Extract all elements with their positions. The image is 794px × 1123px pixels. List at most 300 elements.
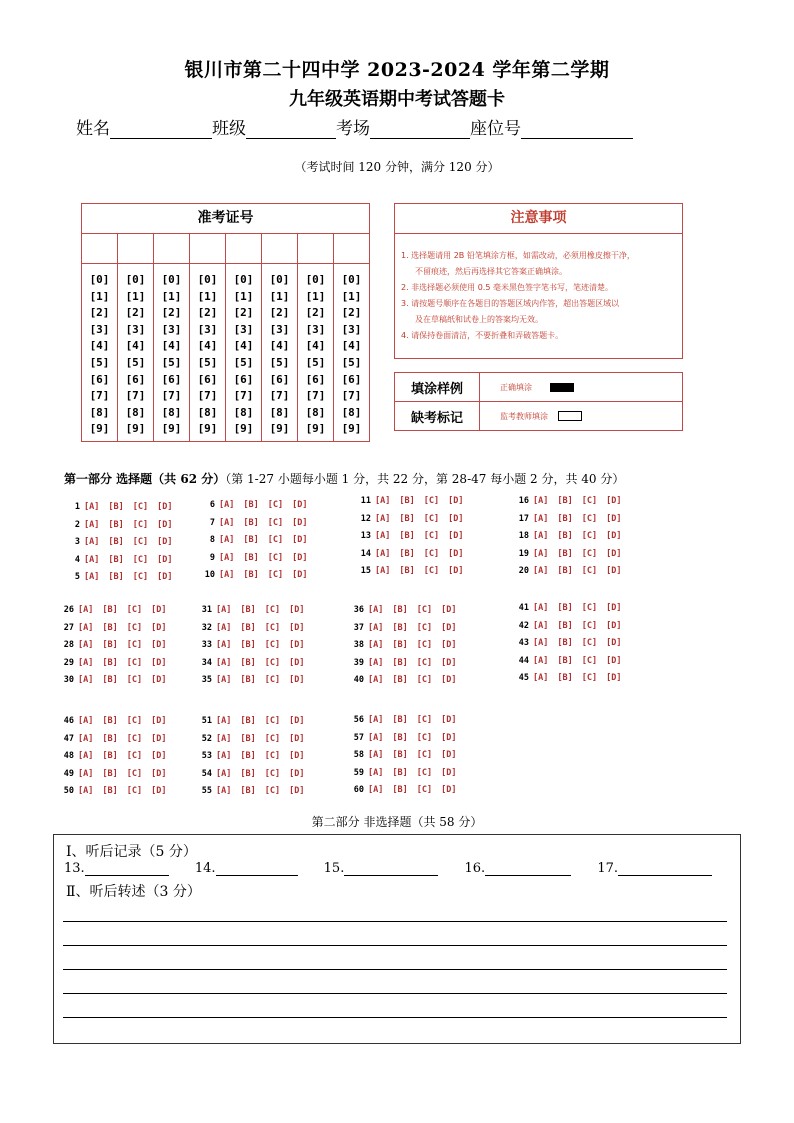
answer-bubble[interactable]: [A] — [216, 675, 232, 686]
answer-bubble[interactable]: [A] — [375, 566, 391, 577]
exam-id-write-cell[interactable] — [298, 234, 333, 264]
answer-bubble[interactable]: [A] — [84, 502, 100, 512]
exam-id-bubble[interactable]: [5] — [89, 355, 110, 369]
answer-bubble[interactable]: [C] — [264, 605, 281, 615]
exam-id-bubble[interactable]: [1] — [233, 289, 254, 303]
answer-bubble[interactable]: [D] — [448, 566, 464, 577]
answer-bubble[interactable]: [D] — [606, 655, 622, 666]
exam-id-bubble[interactable]: [6] — [197, 372, 218, 386]
answer-bubble[interactable]: [A] — [533, 673, 549, 684]
writing-line[interactable] — [63, 969, 727, 970]
answer-bubble[interactable]: [A] — [219, 552, 235, 563]
answer-bubble[interactable]: [C] — [267, 500, 284, 510]
answer-bubble[interactable]: [D] — [606, 513, 622, 524]
exam-id-bubble[interactable]: [6] — [269, 372, 290, 386]
answer-bubble[interactable]: [D] — [289, 675, 305, 686]
answer-bubble[interactable]: [B] — [392, 675, 408, 686]
exam-id-bubble[interactable]: [0] — [161, 273, 182, 286]
exam-id-bubble[interactable]: [0] — [89, 273, 110, 286]
answer-bubble[interactable]: [D] — [606, 638, 622, 649]
answer-bubble[interactable]: [B] — [102, 675, 118, 686]
answer-bubble[interactable]: [A] — [216, 716, 232, 726]
answer-bubble[interactable]: [A] — [368, 657, 384, 668]
room-blank[interactable] — [370, 121, 470, 139]
answer-bubble[interactable]: [A] — [219, 500, 235, 510]
answer-bubble[interactable]: [B] — [243, 535, 259, 546]
answer-bubble[interactable]: [D] — [289, 716, 305, 726]
answer-bubble[interactable]: [C] — [264, 675, 281, 686]
exam-id-bubble[interactable]: [4] — [125, 339, 146, 353]
answer-bubble[interactable]: [B] — [240, 675, 256, 686]
answer-bubble[interactable]: [A] — [368, 622, 384, 633]
exam-id-bubble[interactable]: [2] — [233, 306, 254, 320]
answer-bubble[interactable]: [B] — [557, 548, 573, 559]
exam-id-bubble[interactable]: [9] — [89, 422, 110, 436]
answer-bubble[interactable]: [D] — [151, 605, 167, 615]
answer-bubble[interactable]: [A] — [84, 572, 100, 583]
answer-bubble[interactable]: [C] — [581, 548, 598, 559]
exam-id-bubble[interactable]: [5] — [341, 355, 362, 369]
answer-bubble[interactable]: [B] — [557, 513, 573, 524]
answer-bubble[interactable]: [D] — [606, 566, 622, 577]
answer-bubble[interactable]: [C] — [416, 785, 433, 796]
answer-bubble[interactable]: [B] — [240, 657, 256, 668]
answer-bubble[interactable]: [D] — [157, 502, 173, 512]
answer-bubble[interactable]: [A] — [216, 622, 232, 633]
answer-bubble[interactable]: [A] — [78, 768, 94, 779]
answer-bubble[interactable]: [D] — [157, 554, 173, 565]
answer-bubble[interactable]: [C] — [264, 622, 281, 633]
answer-bubble[interactable]: [D] — [289, 657, 305, 668]
answer-bubble[interactable]: [B] — [240, 733, 256, 744]
answer-bubble[interactable]: [B] — [240, 622, 256, 633]
exam-id-bubble[interactable]: [9] — [269, 422, 290, 436]
exam-id-bubble[interactable]: [0] — [197, 273, 218, 286]
answer-bubble[interactable]: [D] — [606, 496, 622, 506]
exam-id-bubble[interactable]: [0] — [341, 273, 362, 286]
answer-bubble[interactable]: [C] — [423, 531, 440, 542]
answer-bubble[interactable]: [D] — [289, 605, 305, 615]
answer-bubble[interactable]: [C] — [416, 750, 433, 761]
answer-bubble[interactable]: [D] — [157, 537, 173, 548]
exam-id-write-cell[interactable] — [226, 234, 261, 264]
answer-bubble[interactable]: [A] — [78, 786, 94, 797]
exam-id-bubble[interactable]: [8] — [197, 405, 218, 419]
answer-bubble[interactable]: [B] — [102, 786, 118, 797]
answer-bubble[interactable]: [C] — [126, 786, 143, 797]
exam-id-bubble[interactable]: [8] — [305, 405, 326, 419]
exam-id-bubble[interactable]: [1] — [305, 289, 326, 303]
answer-bubble[interactable]: [C] — [416, 767, 433, 778]
answer-bubble[interactable]: [B] — [240, 751, 256, 762]
answer-bubble[interactable]: [B] — [108, 519, 124, 530]
answer-bubble[interactable]: [D] — [289, 733, 305, 744]
exam-id-bubble[interactable]: [8] — [233, 405, 254, 419]
answer-bubble[interactable]: [D] — [157, 519, 173, 530]
answer-bubble[interactable]: [A] — [533, 638, 549, 649]
exam-id-bubble[interactable]: [4] — [305, 339, 326, 353]
answer-bubble[interactable]: [C] — [423, 548, 440, 559]
exam-id-bubble[interactable]: [6] — [89, 372, 110, 386]
item-13-blank[interactable] — [85, 861, 169, 876]
exam-id-bubble[interactable]: [1] — [161, 289, 182, 303]
answer-bubble[interactable]: [C] — [267, 535, 284, 546]
answer-bubble[interactable]: [B] — [102, 657, 118, 668]
answer-bubble[interactable]: [B] — [392, 640, 408, 651]
exam-id-bubble[interactable]: [7] — [197, 389, 218, 403]
answer-bubble[interactable]: [A] — [78, 675, 94, 686]
answer-bubble[interactable]: [B] — [392, 622, 408, 633]
answer-bubble[interactable]: [A] — [533, 531, 549, 542]
answer-bubble[interactable]: [B] — [102, 768, 118, 779]
answer-bubble[interactable]: [B] — [392, 605, 408, 615]
exam-id-bubble[interactable]: [4] — [89, 339, 110, 353]
answer-bubble[interactable]: [D] — [151, 716, 167, 726]
answer-bubble[interactable]: [C] — [581, 638, 598, 649]
writing-line[interactable] — [63, 921, 727, 922]
answer-bubble[interactable]: [C] — [267, 552, 284, 563]
exam-id-bubble[interactable]: [5] — [233, 355, 254, 369]
answer-bubble[interactable]: [C] — [126, 768, 143, 779]
answer-bubble[interactable]: [A] — [368, 732, 384, 743]
exam-id-write-cell[interactable] — [262, 234, 297, 264]
answer-bubble[interactable]: [A] — [216, 640, 232, 651]
answer-bubble[interactable]: [B] — [243, 552, 259, 563]
answer-bubble[interactable]: [D] — [606, 548, 622, 559]
answer-bubble[interactable]: [B] — [392, 785, 408, 796]
answer-bubble[interactable]: [B] — [557, 638, 573, 649]
answer-bubble[interactable]: [C] — [423, 496, 440, 506]
answer-bubble[interactable]: [A] — [368, 675, 384, 686]
answer-bubble[interactable]: [C] — [126, 751, 143, 762]
answer-bubble[interactable]: [B] — [392, 750, 408, 761]
exam-id-bubble[interactable]: [3] — [341, 322, 362, 336]
exam-id-bubble[interactable]: [6] — [161, 372, 182, 386]
answer-bubble[interactable]: [C] — [132, 537, 149, 548]
answer-bubble[interactable]: [D] — [441, 767, 457, 778]
answer-bubble[interactable]: [A] — [78, 657, 94, 668]
exam-id-bubble[interactable]: [5] — [161, 355, 182, 369]
answer-bubble[interactable]: [D] — [292, 535, 308, 546]
answer-bubble[interactable]: [C] — [267, 570, 284, 581]
answer-bubble[interactable]: [C] — [132, 502, 149, 512]
answer-bubble[interactable]: [B] — [399, 531, 415, 542]
answer-bubble[interactable]: [C] — [264, 657, 281, 668]
answer-bubble[interactable]: [D] — [606, 673, 622, 684]
answer-bubble[interactable]: [B] — [240, 786, 256, 797]
answer-bubble[interactable]: [A] — [216, 786, 232, 797]
exam-id-bubble[interactable]: [4] — [197, 339, 218, 353]
exam-id-bubble[interactable]: [8] — [89, 405, 110, 419]
answer-bubble[interactable]: [A] — [78, 605, 94, 615]
exam-id-bubble[interactable]: [0] — [233, 273, 254, 286]
answer-bubble[interactable]: [B] — [240, 768, 256, 779]
answer-bubble[interactable]: [A] — [375, 548, 391, 559]
answer-bubble[interactable]: [B] — [557, 603, 573, 613]
exam-id-bubble[interactable]: [5] — [197, 355, 218, 369]
exam-id-bubble[interactable]: [2] — [341, 306, 362, 320]
answer-bubble[interactable]: [D] — [151, 733, 167, 744]
answer-bubble[interactable]: [A] — [533, 496, 549, 506]
answer-bubble[interactable]: [A] — [219, 570, 235, 581]
answer-bubble[interactable]: [D] — [151, 675, 167, 686]
answer-bubble[interactable]: [A] — [533, 620, 549, 631]
answer-bubble[interactable]: [B] — [240, 716, 256, 726]
answer-bubble[interactable]: [B] — [243, 570, 259, 581]
exam-id-bubble[interactable]: [2] — [197, 306, 218, 320]
answer-bubble[interactable]: [A] — [375, 513, 391, 524]
exam-id-bubble[interactable]: [7] — [305, 389, 326, 403]
answer-bubble[interactable]: [C] — [264, 640, 281, 651]
answer-bubble[interactable]: [A] — [219, 535, 235, 546]
answer-bubble[interactable]: [D] — [151, 768, 167, 779]
exam-id-bubble[interactable]: [1] — [125, 289, 146, 303]
answer-bubble[interactable]: [B] — [399, 496, 415, 506]
answer-bubble[interactable]: [B] — [240, 605, 256, 615]
exam-id-bubble[interactable]: [7] — [161, 389, 182, 403]
answer-bubble[interactable]: [A] — [368, 605, 384, 615]
answer-bubble[interactable]: [A] — [84, 554, 100, 565]
answer-bubble[interactable]: [C] — [132, 519, 149, 530]
answer-bubble[interactable]: [A] — [368, 767, 384, 778]
exam-id-bubble[interactable]: [3] — [305, 322, 326, 336]
exam-id-bubble[interactable]: [0] — [305, 273, 326, 286]
answer-bubble[interactable]: [A] — [216, 751, 232, 762]
answer-bubble[interactable]: [C] — [264, 751, 281, 762]
answer-bubble[interactable]: [B] — [557, 496, 573, 506]
exam-id-write-cell[interactable] — [190, 234, 225, 264]
answer-bubble[interactable]: [C] — [416, 732, 433, 743]
answer-bubble[interactable]: [A] — [533, 548, 549, 559]
answer-bubble[interactable]: [C] — [581, 673, 598, 684]
name-blank[interactable] — [110, 121, 212, 139]
exam-id-bubble[interactable]: [6] — [305, 372, 326, 386]
answer-bubble[interactable]: [C] — [132, 572, 149, 583]
answer-bubble[interactable]: [C] — [581, 655, 598, 666]
answer-bubble[interactable]: [B] — [557, 673, 573, 684]
answer-bubble[interactable]: [C] — [126, 605, 143, 615]
answer-bubble[interactable]: [A] — [216, 733, 232, 744]
answer-bubble[interactable]: [A] — [78, 733, 94, 744]
answer-bubble[interactable]: [B] — [102, 622, 118, 633]
answer-bubble[interactable]: [C] — [581, 603, 598, 613]
answer-bubble[interactable]: [A] — [78, 751, 94, 762]
exam-id-bubble[interactable]: [0] — [269, 273, 290, 286]
answer-bubble[interactable]: [D] — [441, 622, 457, 633]
exam-id-write-cell[interactable] — [154, 234, 189, 264]
answer-bubble[interactable]: [C] — [581, 531, 598, 542]
answer-bubble[interactable]: [B] — [392, 715, 408, 725]
answer-bubble[interactable]: [A] — [84, 519, 100, 530]
answer-bubble[interactable]: [B] — [108, 502, 124, 512]
exam-id-write-cell[interactable] — [118, 234, 153, 264]
answer-bubble[interactable]: [D] — [448, 548, 464, 559]
exam-id-bubble[interactable]: [9] — [341, 422, 362, 436]
exam-id-bubble[interactable]: [3] — [161, 322, 182, 336]
answer-bubble[interactable]: [C] — [416, 657, 433, 668]
answer-bubble[interactable]: [C] — [267, 517, 284, 528]
exam-id-bubble[interactable]: [7] — [233, 389, 254, 403]
answer-bubble[interactable]: [A] — [375, 496, 391, 506]
exam-id-bubble[interactable]: [0] — [125, 273, 146, 286]
exam-id-bubble[interactable]: [3] — [89, 322, 110, 336]
exam-id-bubble[interactable]: [1] — [269, 289, 290, 303]
answer-bubble[interactable]: [D] — [441, 657, 457, 668]
answer-bubble[interactable]: [D] — [292, 500, 308, 510]
writing-line[interactable] — [63, 993, 727, 994]
answer-bubble[interactable]: [B] — [399, 513, 415, 524]
answer-bubble[interactable]: [B] — [557, 566, 573, 577]
exam-id-bubble[interactable]: [8] — [341, 405, 362, 419]
answer-bubble[interactable]: [C] — [423, 513, 440, 524]
exam-id-bubble[interactable]: [3] — [269, 322, 290, 336]
answer-bubble[interactable]: [B] — [557, 531, 573, 542]
answer-bubble[interactable]: [C] — [416, 715, 433, 725]
answer-bubble[interactable]: [A] — [375, 531, 391, 542]
answer-bubble[interactable]: [C] — [416, 622, 433, 633]
exam-id-bubble[interactable]: [4] — [341, 339, 362, 353]
answer-bubble[interactable]: [C] — [423, 566, 440, 577]
answer-bubble[interactable]: [A] — [368, 715, 384, 725]
item-15-blank[interactable] — [344, 861, 438, 876]
answer-bubble[interactable]: [B] — [102, 640, 118, 651]
exam-id-bubble[interactable]: [6] — [341, 372, 362, 386]
answer-bubble[interactable]: [B] — [399, 566, 415, 577]
exam-id-bubble[interactable]: [1] — [197, 289, 218, 303]
answer-bubble[interactable]: [A] — [216, 657, 232, 668]
answer-bubble[interactable]: [D] — [289, 751, 305, 762]
answer-bubble[interactable]: [D] — [606, 603, 622, 613]
exam-id-bubble[interactable]: [7] — [341, 389, 362, 403]
answer-bubble[interactable]: [D] — [448, 496, 464, 506]
answer-bubble[interactable]: [C] — [264, 768, 281, 779]
exam-id-bubble[interactable]: [2] — [89, 306, 110, 320]
answer-bubble[interactable]: [D] — [289, 640, 305, 651]
answer-bubble[interactable]: [C] — [581, 566, 598, 577]
answer-bubble[interactable]: [C] — [581, 513, 598, 524]
answer-bubble[interactable]: [C] — [416, 640, 433, 651]
answer-bubble[interactable]: [C] — [126, 640, 143, 651]
answer-bubble[interactable]: [A] — [78, 640, 94, 651]
exam-id-bubble[interactable]: [9] — [161, 422, 182, 436]
answer-bubble[interactable]: [D] — [606, 620, 622, 631]
exam-id-bubble[interactable]: [1] — [89, 289, 110, 303]
answer-bubble[interactable]: [D] — [292, 552, 308, 563]
answer-bubble[interactable]: [B] — [102, 751, 118, 762]
answer-bubble[interactable]: [B] — [102, 716, 118, 726]
answer-bubble[interactable]: [D] — [289, 622, 305, 633]
answer-bubble[interactable]: [A] — [533, 603, 549, 613]
answer-bubble[interactable]: [D] — [441, 785, 457, 796]
exam-id-bubble[interactable]: [2] — [305, 306, 326, 320]
answer-bubble[interactable]: [D] — [448, 531, 464, 542]
exam-id-bubble[interactable]: [8] — [269, 405, 290, 419]
writing-line[interactable] — [63, 945, 727, 946]
answer-bubble[interactable]: [B] — [108, 572, 124, 583]
answer-bubble[interactable]: [D] — [289, 768, 305, 779]
answer-bubble[interactable]: [D] — [292, 570, 308, 581]
exam-id-bubble[interactable]: [1] — [341, 289, 362, 303]
answer-bubble[interactable]: [D] — [441, 640, 457, 651]
exam-id-bubble[interactable]: [5] — [269, 355, 290, 369]
answer-bubble[interactable]: [A] — [368, 750, 384, 761]
exam-id-bubble[interactable]: [3] — [125, 322, 146, 336]
exam-id-bubble[interactable]: [9] — [125, 422, 146, 436]
answer-bubble[interactable]: [D] — [289, 786, 305, 797]
exam-id-write-cell[interactable] — [82, 234, 117, 264]
answer-bubble[interactable]: [B] — [557, 655, 573, 666]
answer-bubble[interactable]: [A] — [368, 785, 384, 796]
answer-bubble[interactable]: [B] — [243, 517, 259, 528]
exam-id-bubble[interactable]: [7] — [269, 389, 290, 403]
answer-bubble[interactable]: [D] — [606, 531, 622, 542]
answer-bubble[interactable]: [A] — [78, 716, 94, 726]
answer-bubble[interactable]: [C] — [126, 733, 143, 744]
exam-id-bubble[interactable]: [9] — [305, 422, 326, 436]
writing-line[interactable] — [63, 1017, 727, 1018]
answer-bubble[interactable]: [D] — [441, 675, 457, 686]
answer-bubble[interactable]: [B] — [557, 620, 573, 631]
exam-id-bubble[interactable]: [2] — [161, 306, 182, 320]
answer-bubble[interactable]: [B] — [243, 500, 259, 510]
exam-id-bubble[interactable]: [2] — [269, 306, 290, 320]
exam-id-bubble[interactable]: [7] — [125, 389, 146, 403]
answer-bubble[interactable]: [B] — [240, 640, 256, 651]
answer-bubble[interactable]: [B] — [102, 733, 118, 744]
exam-id-bubble[interactable]: [3] — [197, 322, 218, 336]
answer-bubble[interactable]: [B] — [108, 537, 124, 548]
answer-bubble[interactable]: [B] — [102, 605, 118, 615]
answer-bubble[interactable]: [D] — [151, 657, 167, 668]
answer-bubble[interactable]: [D] — [292, 517, 308, 528]
exam-id-bubble[interactable]: [3] — [233, 322, 254, 336]
exam-id-bubble[interactable]: [9] — [233, 422, 254, 436]
answer-bubble[interactable]: [A] — [216, 768, 232, 779]
exam-id-bubble[interactable]: [4] — [269, 339, 290, 353]
answer-bubble[interactable]: [D] — [151, 786, 167, 797]
exam-id-bubble[interactable]: [8] — [161, 405, 182, 419]
answer-bubble[interactable]: [C] — [126, 657, 143, 668]
answer-bubble[interactable]: [A] — [533, 655, 549, 666]
exam-id-bubble[interactable]: [8] — [125, 405, 146, 419]
answer-bubble[interactable]: [D] — [151, 640, 167, 651]
exam-id-bubble[interactable]: [6] — [233, 372, 254, 386]
answer-bubble[interactable]: [D] — [157, 572, 173, 583]
answer-bubble[interactable]: [A] — [533, 566, 549, 577]
seat-blank[interactable] — [521, 121, 633, 139]
exam-id-bubble[interactable]: [5] — [305, 355, 326, 369]
answer-bubble[interactable]: [A] — [84, 537, 100, 548]
answer-bubble[interactable]: [D] — [441, 715, 457, 725]
exam-id-bubble[interactable]: [7] — [89, 389, 110, 403]
exam-id-bubble[interactable]: [4] — [233, 339, 254, 353]
answer-bubble[interactable]: [C] — [126, 675, 143, 686]
answer-bubble[interactable]: [C] — [264, 716, 281, 726]
exam-id-bubble[interactable]: [9] — [197, 422, 218, 436]
answer-bubble[interactable]: [C] — [264, 733, 281, 744]
exam-id-bubble[interactable]: [6] — [125, 372, 146, 386]
answer-bubble[interactable]: [B] — [392, 657, 408, 668]
answer-bubble[interactable]: [A] — [216, 605, 232, 615]
absent-checkbox[interactable] — [558, 411, 582, 421]
answer-bubble[interactable]: [C] — [264, 786, 281, 797]
answer-bubble[interactable]: [A] — [78, 622, 94, 633]
answer-bubble[interactable]: [D] — [151, 751, 167, 762]
class-blank[interactable] — [246, 121, 336, 139]
answer-bubble[interactable]: [C] — [581, 620, 598, 631]
answer-bubble[interactable]: [D] — [441, 732, 457, 743]
exam-id-bubble[interactable]: [4] — [161, 339, 182, 353]
